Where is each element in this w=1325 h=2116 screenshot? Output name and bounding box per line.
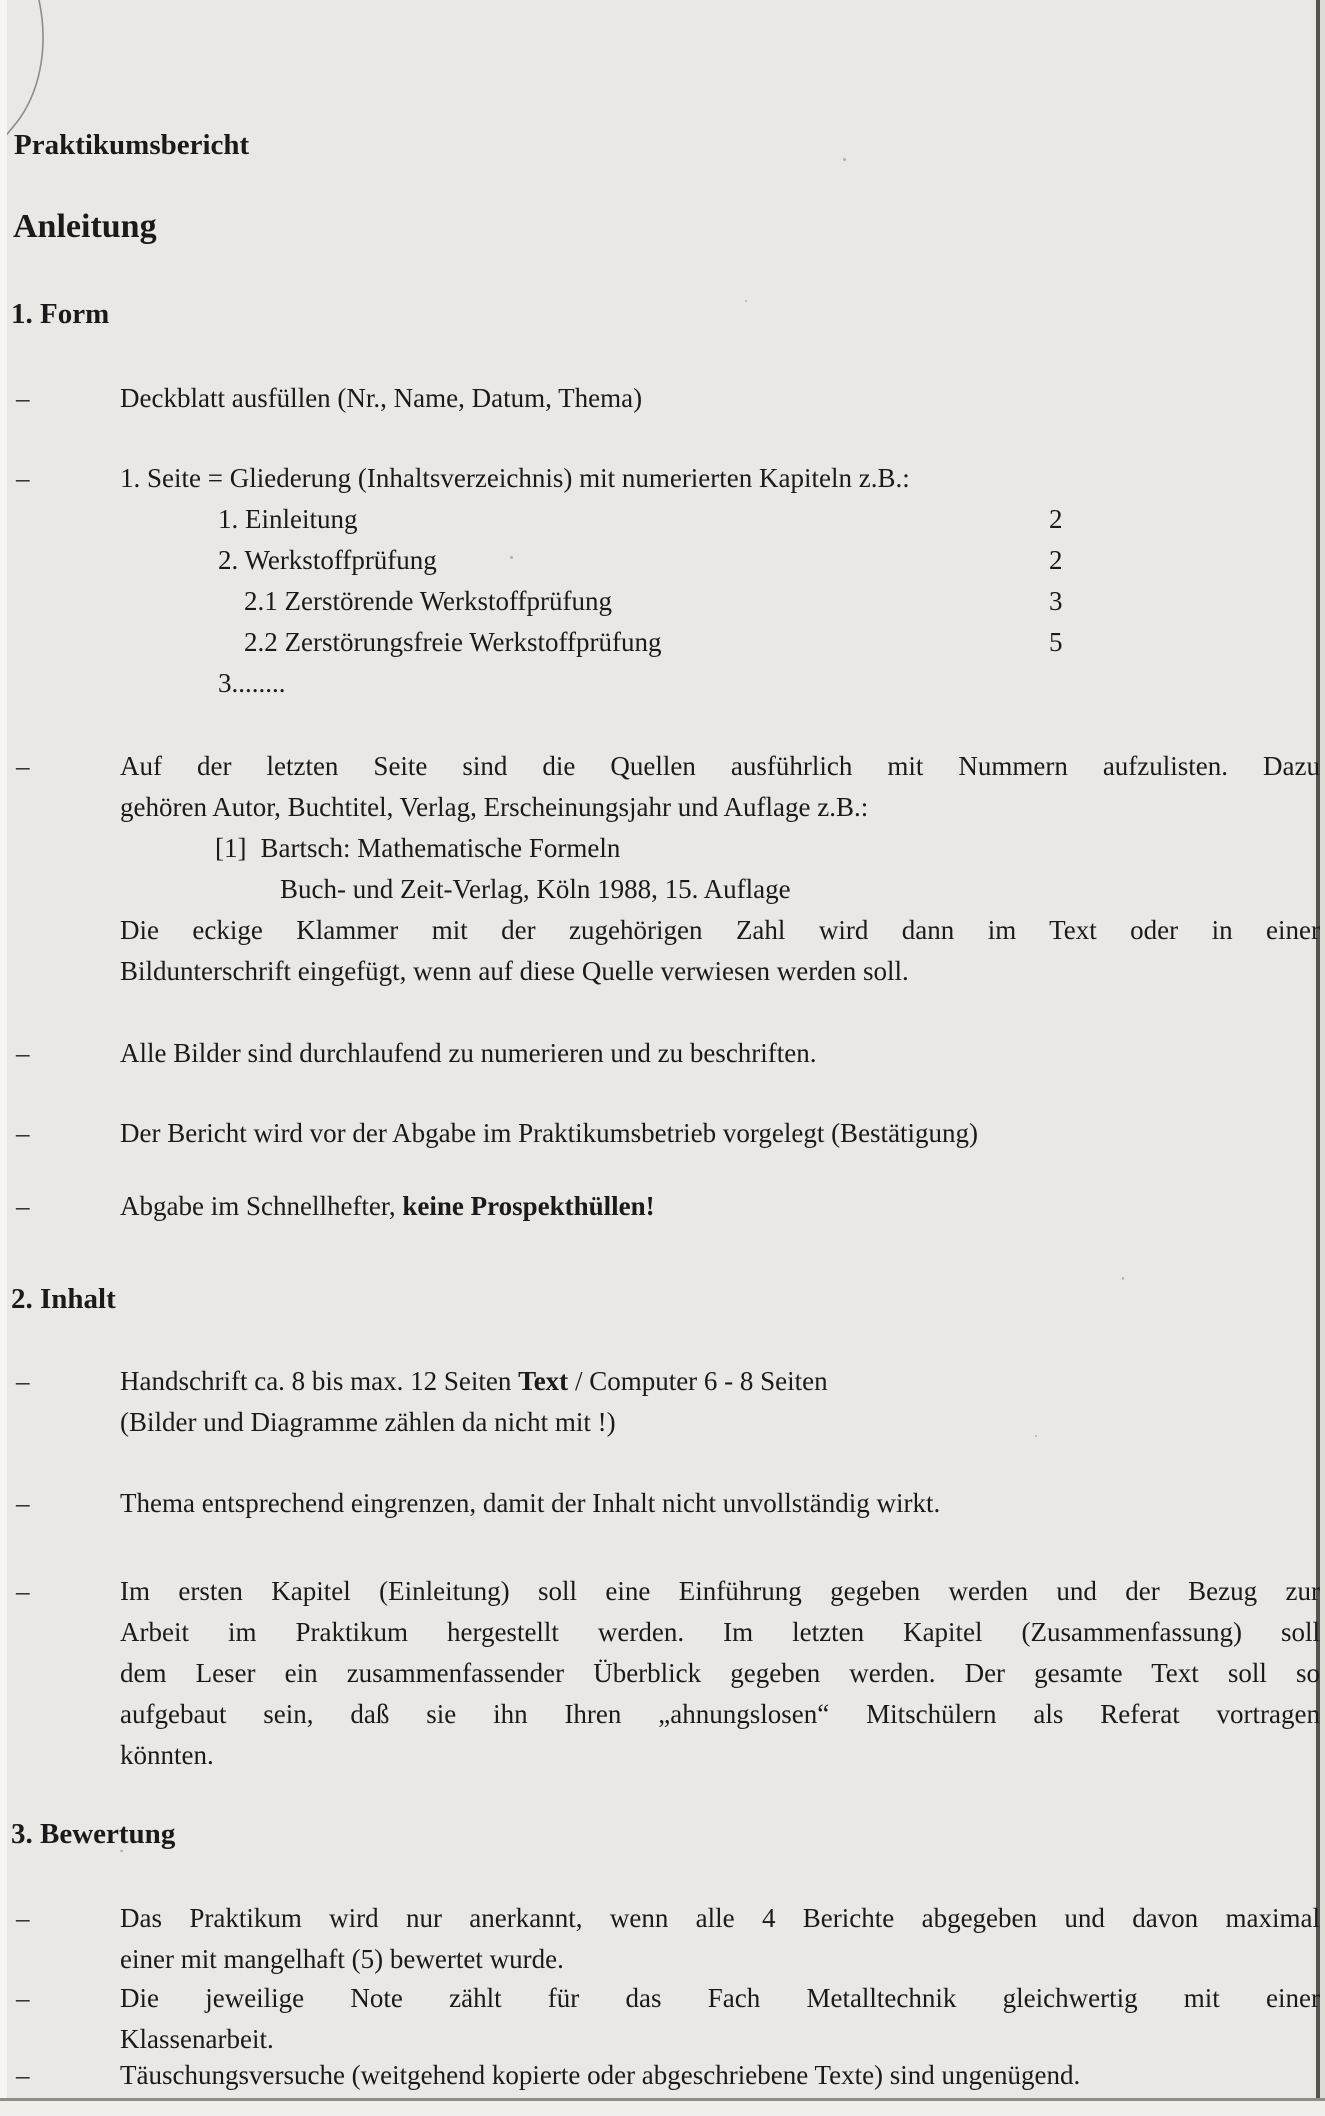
section-heading-bewertung: 3. Bewertung	[11, 1818, 176, 1850]
handschrift-bold: Text	[518, 1366, 569, 1396]
bullet-gliederung	[0, 458, 1325, 704]
toc-label: 2.1 Zerstörende Werkstoffprüfung	[244, 586, 612, 616]
reference-number: [1]	[215, 833, 247, 863]
abgabe-text	[120, 1186, 1320, 1227]
document-title: Praktikumsbericht	[14, 129, 250, 161]
page-bottom-strip	[0, 2101, 1325, 2116]
handschrift-post: / Computer 6 - 8 Seiten	[568, 1366, 828, 1396]
bilder-text: Alle Bilder sind durchlaufend zu numerieren und zu beschriften.	[120, 1038, 817, 1068]
bullet-dash: –	[16, 383, 30, 413]
anerkennung-line2: einer mit mangelhaft (5) bewertet wurde.	[120, 1944, 564, 1974]
bullet-bericht	[0, 1113, 1325, 1154]
bullet-handschrift	[0, 1361, 1325, 1443]
bericht-text: Der Bericht wird vor der Abgabe im Praktikumsbetrieb vorgelegt (Bestätigung)	[120, 1118, 979, 1148]
taeuschung-text: Täuschungsversuche (weitgehend kopierte oder abgeschriebene Texte) sind ungenügend.	[120, 2060, 1081, 2090]
section-heading-form: 1. Form	[11, 298, 110, 330]
bullet-dash: –	[16, 751, 30, 781]
toc-label: 2. Werkstoffprüfung	[218, 545, 437, 575]
toc-row	[120, 499, 1320, 540]
toc-page-number: 3	[1049, 586, 1063, 616]
thema-text: Thema entsprechend eingrenzen, damit der Inhalt nicht unvollständig wirkt.	[120, 1488, 941, 1518]
kapitel-line5: könnten.	[120, 1740, 214, 1770]
handschrift-line2: (Bilder und Diagramme zählen da nicht mit !)	[120, 1407, 616, 1437]
bullet-anerkennung	[0, 1898, 1325, 1980]
bullet-dash: –	[16, 1576, 30, 1606]
abgabe-prefix: Abgabe im Schnellhefter,	[120, 1191, 403, 1221]
toc-label: 1. Einleitung	[218, 504, 358, 534]
handschrift-line1	[120, 1361, 1320, 1402]
bullet-quellen	[0, 746, 1325, 992]
toc-label: 2.2 Zerstörungsfreie Werkstoffprüfung	[244, 627, 662, 657]
bullet-dash: –	[16, 2060, 30, 2090]
bullet-dash: –	[16, 1366, 30, 1396]
toc-row	[120, 581, 1320, 622]
quellen-line1: Auf der letzten Seite sind die Quellen ausführlich mit Nummern aufzulisten. Dazu	[120, 751, 1320, 781]
kapitel-line3: dem Leser ein zusammenfassender Überblick gegeben werden. Der gesamte Text soll so	[120, 1658, 1320, 1688]
bullet-deckblatt	[0, 378, 1325, 419]
bullet-thema	[0, 1483, 1325, 1524]
toc-page-number: 5	[1049, 627, 1063, 657]
reference-entry	[120, 828, 1320, 869]
bullet-dash: –	[16, 1903, 30, 1933]
bullet-dash: –	[16, 1983, 30, 2013]
bullet-kapitel	[0, 1571, 1325, 1776]
bullet-dash: –	[16, 1488, 30, 1518]
deckblatt-text: Deckblatt ausfüllen (Nr., Name, Datum, Thema)	[120, 383, 643, 413]
anerkennung-line1: Das Praktikum wird nur anerkannt, wenn alle 4 Berichte abgegeben und davon maximal	[120, 1903, 1320, 1933]
bullet-dash: –	[16, 1191, 30, 1221]
toc-page-number: 2	[1049, 545, 1063, 575]
quellen-line2: gehören Autor, Buchtitel, Verlag, Erscheinungsjahr und Auflage z.B.:	[120, 792, 869, 822]
abgabe-bold: keine Prospekthüllen!	[402, 1191, 655, 1221]
bullet-note	[0, 1978, 1325, 2060]
bullet-bilder	[0, 1033, 1325, 1074]
handschrift-pre: Handschrift ca. 8 bis max. 12 Seiten	[120, 1366, 519, 1396]
reference-publisher: Buch- und Zeit-Verlag, Köln 1988, 15. Auflage	[280, 874, 791, 904]
quellen-outro-line1: Die eckige Klammer mit der zugehörigen Zahl wird dann im Text oder in einer	[120, 915, 1320, 945]
bullet-dash: –	[16, 1038, 30, 1068]
bullet-dash: –	[16, 1118, 30, 1148]
toc-row	[120, 663, 1320, 704]
kapitel-line4: aufgebaut sein, daß sie ihn Ihren „ahnungslosen“ Mitschülern als Referat vortragen	[120, 1699, 1320, 1729]
note-line1: Die jeweilige Note zählt für das Fach Metalltechnik gleichwertig mit einer	[120, 1983, 1320, 2013]
bullet-taeuschung	[0, 2055, 1325, 2096]
toc-page-number: 2	[1049, 504, 1063, 534]
toc-row	[120, 622, 1320, 663]
kapitel-line1: Im ersten Kapitel (Einleitung) soll eine Einführung gegeben werden und der Bezug zur	[120, 1576, 1320, 1606]
toc-row	[120, 540, 1320, 581]
gliederung-intro: 1. Seite = Gliederung (Inhaltsverzeichnis) mit numerierten Kapiteln z.B.:	[120, 463, 910, 493]
note-line2: Klassenarbeit.	[120, 2024, 274, 2054]
table-of-contents	[120, 499, 1320, 704]
toc-label: 3........	[218, 668, 286, 698]
quellen-outro-line2: Bildunterschrift eingefügt, wenn auf diese Quelle verwiesen werden soll.	[120, 956, 909, 986]
document-subtitle: Anleitung	[13, 208, 157, 245]
kapitel-line2: Arbeit im Praktikum hergestellt werden. Im letzten Kapitel (Zusammenfassung) soll	[120, 1617, 1320, 1647]
reference-title: Bartsch: Mathematische Formeln	[260, 833, 621, 863]
section-heading-inhalt: 2. Inhalt	[11, 1283, 116, 1315]
bullet-abgabe	[0, 1186, 1325, 1227]
bullet-dash: –	[16, 463, 30, 493]
